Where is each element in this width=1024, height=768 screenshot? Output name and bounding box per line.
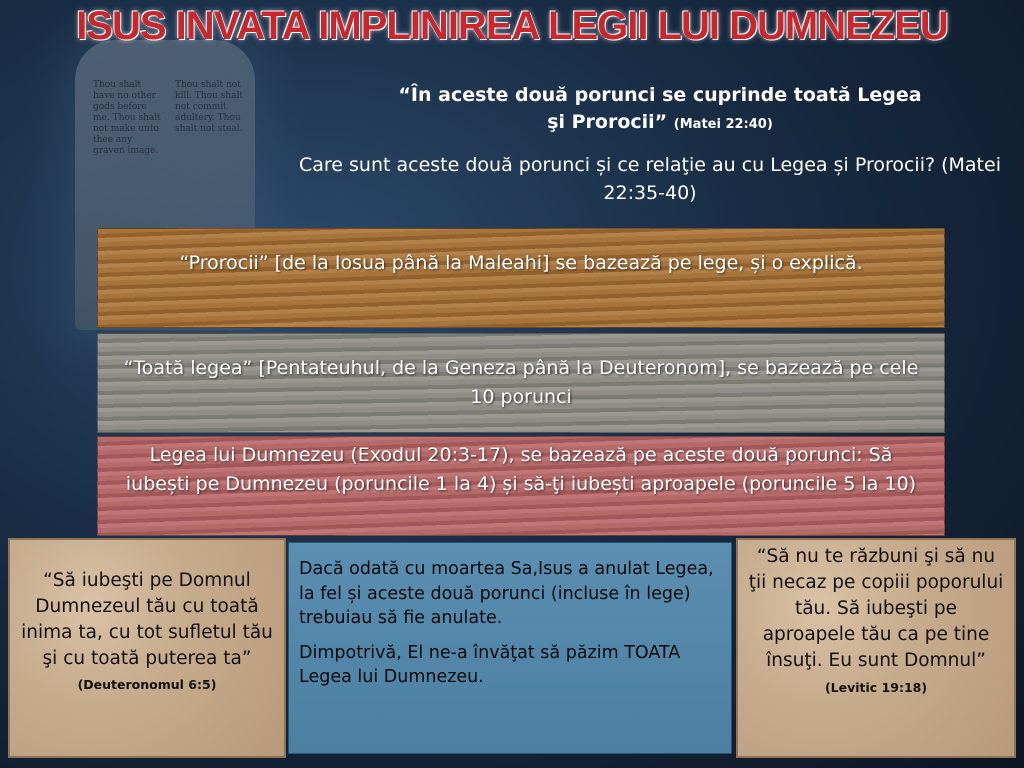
quote-line-2-wrap	[330, 109, 990, 138]
right-stone-ref: (Levitic 19:18)	[824, 680, 928, 695]
plank-prophets	[97, 228, 945, 328]
plank-law-of-god-text: Legea lui Dumnezeu (Exodul 20:3-17), se bazează pe aceste două porunci: Să iubești pe Dumnezeu (poruncile 1 la 4) și să-ţi iubești aproapele (poruncile 5 la 10)	[125, 444, 917, 495]
left-stone-quote	[8, 538, 286, 758]
center-paragraph-1: Dacă odată cu moartea Sa,Isus a anulat Legea, la fel și aceste două porunci (incluse în lege) trebuiau să fie anulate.	[299, 559, 714, 628]
plank-prophets-text: “Prorocii” [de la Iosua până la Maleahi] se bazează pe lege, și o explică.	[179, 252, 863, 274]
tablet-right-text: Thou shalt not kill. Thou shalt not commit adultery. Thou shalt not steal.	[175, 80, 243, 134]
right-stone-text: “Să nu te răzbuni şi să nu ţii necaz pe copiii poporului tău. Să iubeşti pe aproapele tău ca pe tine însuţi. Eu sunt Domnul”	[748, 546, 1004, 671]
slide-title: ISUS INVATA IMPLINIREA LEGII LUI DUMNEZEU	[76, 4, 948, 48]
left-stone-text: “Să iubeşti pe Domnul Dumnezeul tău cu toată inima ta, cu tot sufletul tău şi cu toată puterea ta”	[21, 570, 273, 669]
plank-whole-law-text: “Toată legea” [Pentateuhul, de la Geneza până la Deuteronom], se bazează pe cele 10 porunci	[123, 357, 919, 408]
plank-whole-law	[97, 333, 945, 433]
plank-law-of-god	[97, 436, 945, 536]
quote-ref: (Matei 22:40)	[673, 117, 773, 132]
header-quote	[330, 82, 990, 138]
tablet-left-text: Thou shalt have no other gods before me. Thou shalt not make unto thee any graven image.	[93, 80, 161, 156]
quote-line-2: şi Prorocii”	[547, 111, 668, 133]
left-stone-ref: (Deuteronomul 6:5)	[77, 677, 217, 692]
center-paragraph-2: Dimpotrivă, El ne-a învăţat să păzim TOATA Legea lui Dumnezeu.	[299, 642, 681, 687]
center-explanation-box	[288, 542, 732, 754]
question-text: Care sunt aceste două porunci și ce relaţie au cu Legea și Prorocii? (Matei 22:35-40)	[299, 154, 1001, 204]
quote-line-1: “În aceste două porunci se cuprinde toată Legea	[398, 84, 922, 106]
right-stone-quote	[736, 538, 1016, 758]
